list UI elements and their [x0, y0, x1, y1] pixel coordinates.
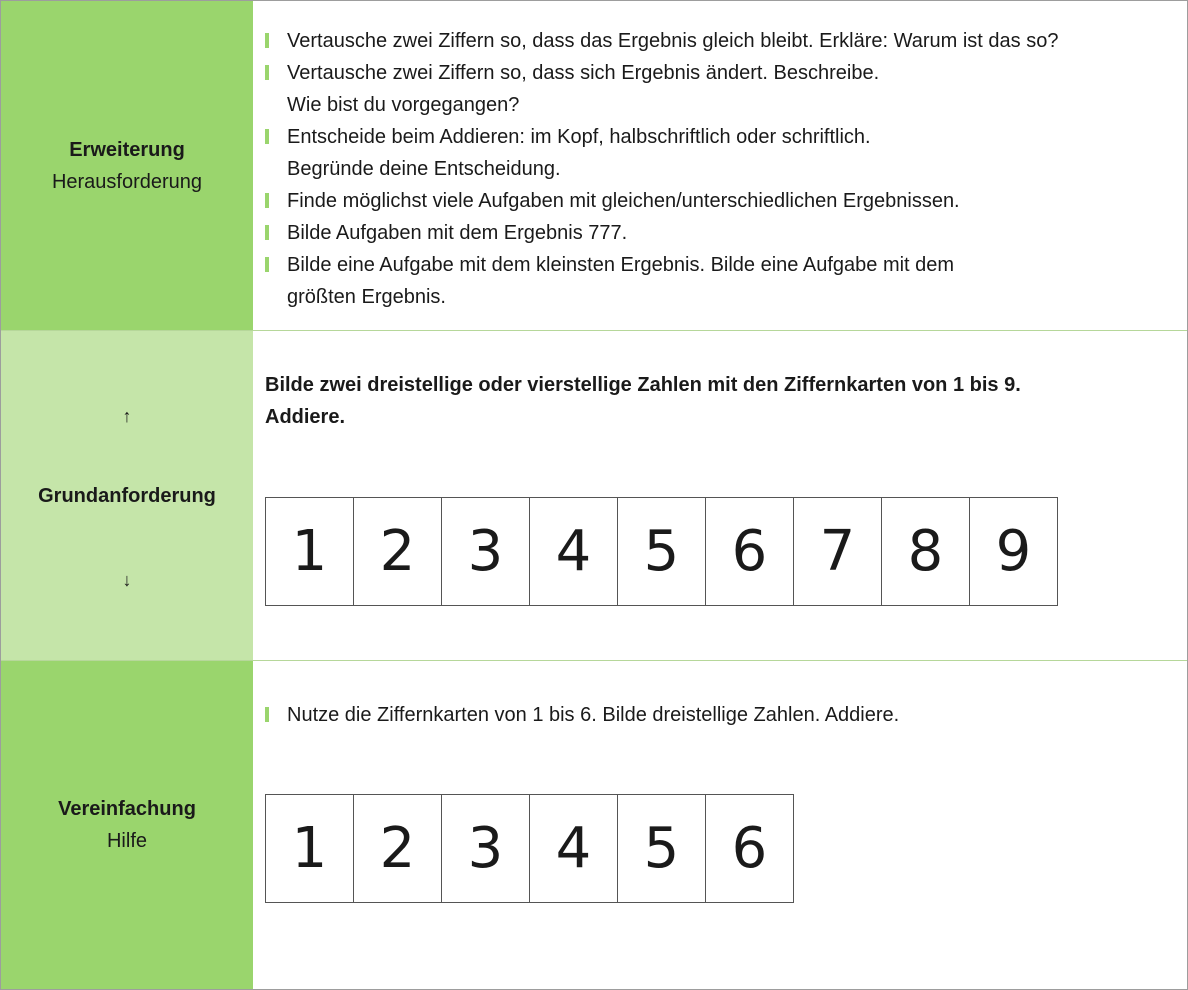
- arrow-down-icon: ↓: [122, 570, 132, 590]
- row-erweiterung: [1, 1, 1187, 331]
- digit-card: 1: [265, 497, 354, 606]
- digit-card: 4: [529, 497, 618, 606]
- task-list: [265, 699, 1165, 731]
- level-subtitle: Hilfe: [106, 830, 147, 852]
- level-label-erweiterung: [1, 1, 253, 330]
- digit-card: 3: [441, 497, 530, 606]
- content-grundanforderung: [253, 331, 1187, 660]
- task-instruction: [265, 369, 1145, 433]
- bullet-marker: [265, 257, 269, 272]
- digit-card: 9: [969, 497, 1058, 606]
- row-vereinfachung: [1, 661, 1187, 989]
- digit-card: 6: [705, 497, 794, 606]
- digit-card: 1: [265, 794, 354, 903]
- list-item-text: Vertausche zwei Ziffern so, dass das Ergebnis gleich bleibt. Erkläre: Warum ist das so?: [287, 30, 1059, 52]
- list-item-text: Bilde Aufgaben mit dem Ergebnis 777.: [287, 222, 628, 244]
- level-title: Grundanforderung: [38, 484, 216, 507]
- digit-card: 7: [793, 497, 882, 606]
- level-label-vereinfachung: [1, 661, 253, 989]
- list-item: [265, 217, 1165, 249]
- list-item-text: Entscheide beim Addieren: im Kopf, halbschriftlich oder schriftlich. Begründe deine Entscheidung.: [287, 126, 871, 180]
- bullet-marker: [265, 65, 269, 80]
- task-list: [265, 25, 1165, 313]
- digit-card: 6: [705, 794, 794, 903]
- list-item: [265, 185, 1165, 217]
- bullet-marker: [265, 707, 269, 722]
- level-title: Vereinfachung: [58, 798, 196, 820]
- list-item-text: Vertausche zwei Ziffern so, dass sich Ergebnis ändert. Beschreibe. Wie bist du vorgegangen?: [287, 62, 880, 116]
- digit-cards-1-to-9: [265, 497, 1058, 606]
- content-vereinfachung: [253, 661, 1187, 989]
- list-item-text: Finde möglichst viele Aufgaben mit gleichen/unterschiedlichen Ergebnissen.: [287, 190, 960, 212]
- bullet-marker: [265, 193, 269, 208]
- task-line: Addiere.: [265, 406, 346, 428]
- digit-card: 3: [441, 794, 530, 903]
- content-erweiterung: [253, 1, 1187, 330]
- list-item: [265, 249, 1165, 313]
- list-item-text: Nutze die Ziffernkarten von 1 bis 6. Bilde dreistellige Zahlen. Addiere.: [287, 704, 900, 726]
- digit-card: 8: [881, 497, 970, 606]
- list-item: [265, 699, 1165, 731]
- bullet-marker: [265, 129, 269, 144]
- level-title: Erweiterung: [69, 138, 185, 161]
- level-subtitle: Herausforderung: [51, 170, 203, 193]
- bullet-marker: [265, 33, 269, 48]
- list-item-text: Bilde eine Aufgabe mit dem kleinsten Ergebnis. Bilde eine Aufgabe mit dem größten Ergebnis.: [287, 254, 955, 308]
- digit-card: 5: [617, 794, 706, 903]
- level-label-grundanforderung: [1, 331, 253, 660]
- digit-card: 2: [353, 794, 442, 903]
- digit-cards-1-to-6: [265, 794, 794, 903]
- digit-card: 2: [353, 497, 442, 606]
- digit-card: 4: [529, 794, 618, 903]
- arrow-up-icon: ↑: [122, 406, 132, 426]
- list-item: [265, 25, 1165, 57]
- row-grundanforderung: [1, 331, 1187, 661]
- list-item: [265, 121, 1165, 185]
- bullet-marker: [265, 225, 269, 240]
- digit-card: 5: [617, 497, 706, 606]
- task-line: Bilde zwei dreistellige oder vierstellige Zahlen mit den Ziffernkarten von 1 bis 9.: [265, 374, 1021, 396]
- list-item: [265, 57, 1165, 121]
